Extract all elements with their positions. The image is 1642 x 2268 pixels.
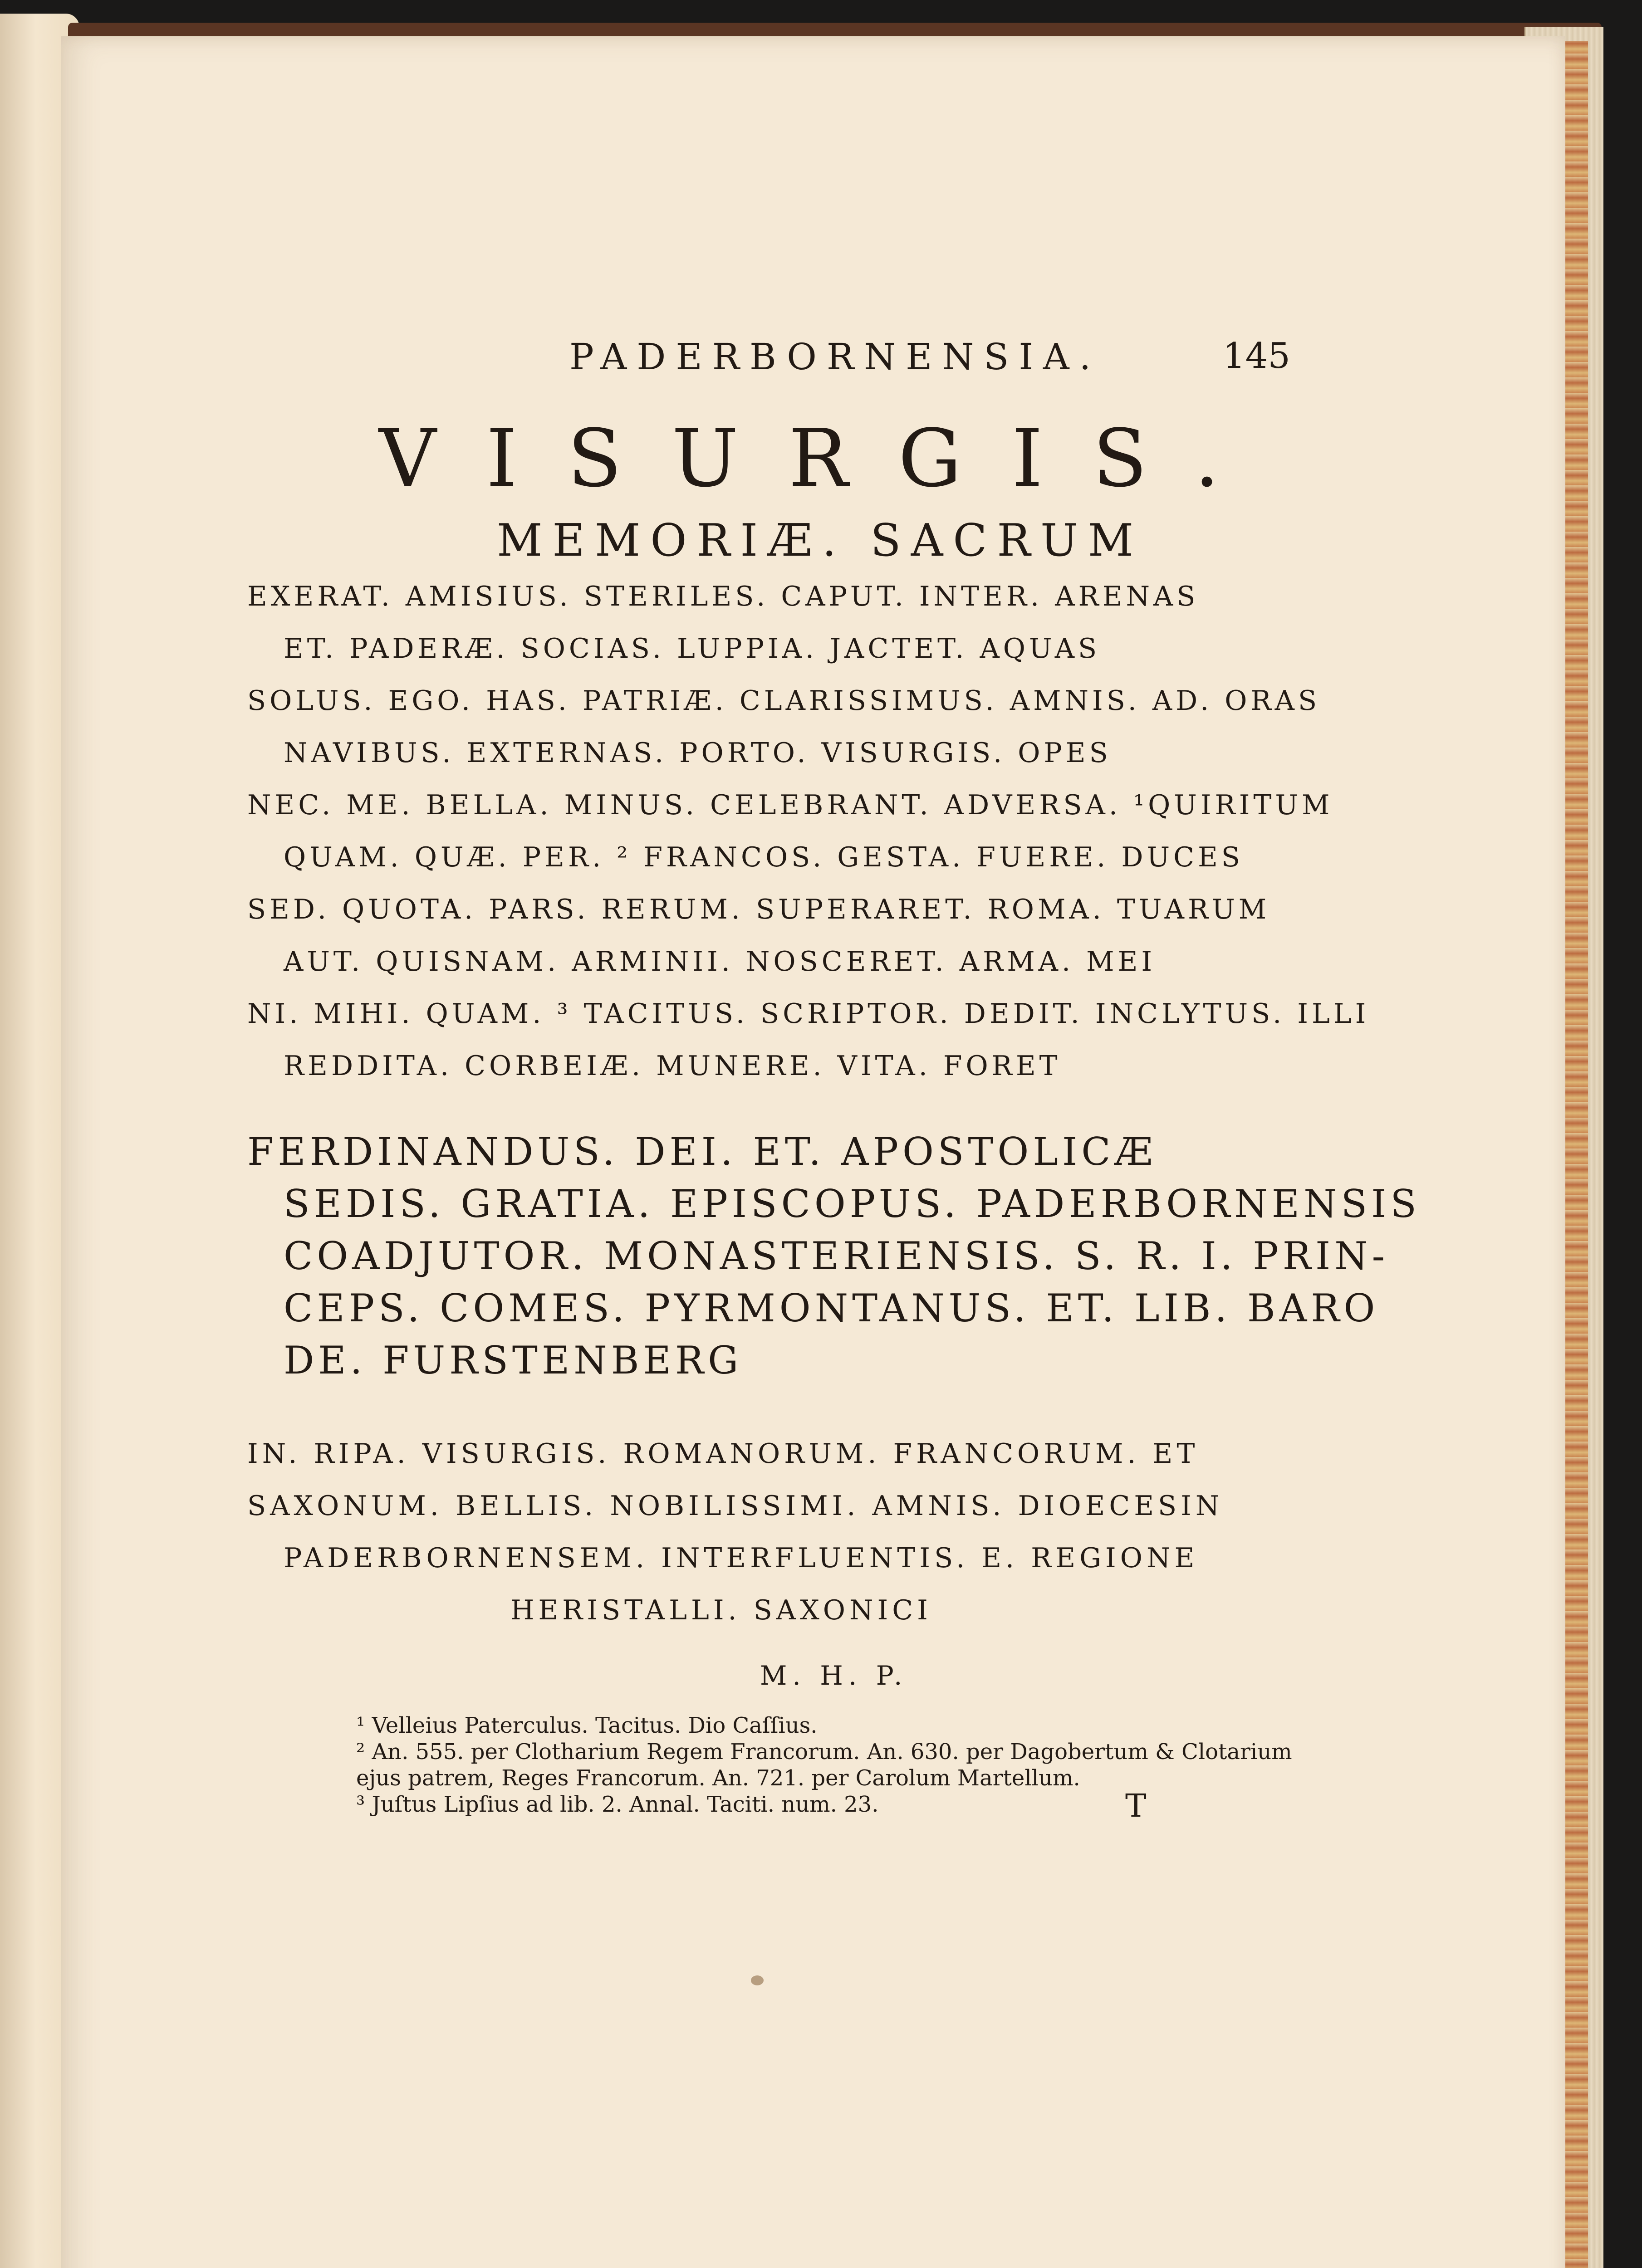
verse-line: REDDITA. CORBEIÆ. MUNERE. VITA. FORET <box>284 1050 1061 1082</box>
footnotes <box>356 1712 1292 1818</box>
dedication-line: SAXONUM. BELLIS. NOBILISSIMI. AMNIS. DIOECESIN <box>247 1490 1224 1522</box>
patron-line: CEPS. COMES. PYRMONTANUS. ET. LIB. BARO <box>284 1286 1379 1330</box>
book-page <box>61 36 1565 2268</box>
footnote: ejus patrem, Reges Francorum. An. 721. per Carolum Martellum. <box>356 1765 1080 1791</box>
patron-line: DE. FURSTENBERG <box>284 1338 743 1383</box>
footnote: ¹ Velleius Paterculus. Tacitus. Dio Caſſius. <box>356 1713 818 1738</box>
page-number: 145 <box>1223 336 1290 376</box>
verse-line: EXERAT. AMISIUS. STERILES. CAPUT. INTER. ARENAS <box>247 581 1199 612</box>
signature-mark: T <box>1125 1787 1147 1824</box>
verse-line: QUAM. QUÆ. PER. ² FRANCOS. GESTA. FUERE. DUCES <box>284 841 1244 873</box>
running-head: PADERBORNENSIA. <box>569 336 1101 378</box>
patron-line: COADJUTOR. MONASTERIENSIS. S. R. I. PRIN- <box>284 1234 1389 1278</box>
verse-line: ET. PADERÆ. SOCIAS. LUPPIA. JACTET. AQUAS <box>284 633 1101 665</box>
verse-line: AUT. QUISNAM. ARMINII. NOSCERET. ARMA. MEI <box>284 946 1156 978</box>
closing-initials: M. H. P. <box>760 1660 908 1691</box>
patron-line: SEDIS. GRATIA. EPISCOPUS. PADERBORNENSIS <box>284 1182 1421 1226</box>
dedication-line: IN. RIPA. VISURGIS. ROMANORUM. FRANCORUM. ET <box>247 1438 1199 1470</box>
verse-line: NI. MIHI. QUAM. ³ TACITUS. SCRIPTOR. DEDIT. INCLYTUS. ILLI <box>247 998 1370 1030</box>
paper-smudge <box>751 1975 764 1985</box>
patron-line: FERDINANDUS. DEI. ET. APOSTOLICÆ <box>247 1129 1157 1174</box>
footnote: ³ Juſtus Lipſius ad lib. 2. Annal. Taciti. num. 23. <box>356 1792 879 1817</box>
page-title: VISURGIS. <box>379 413 1269 505</box>
dedication-line: HERISTALLI. SAXONICI <box>510 1594 932 1626</box>
subtitle: MEMORIÆ. SACRUM <box>497 515 1144 567</box>
verse-line: SED. QUOTA. PARS. RERUM. SUPERARET. ROMA. TUARUM <box>247 894 1270 925</box>
verse-line: NEC. ME. BELLA. MINUS. CELEBRANT. ADVERSA. ¹QUIRITUM <box>247 789 1333 821</box>
footnote: ² An. 555. per Clotharium Regem Francorum. An. 630. per Dagobertum & Clotarium <box>356 1739 1292 1765</box>
verse-line: NAVIBUS. EXTERNAS. PORTO. VISURGIS. OPES <box>284 737 1112 769</box>
dedication-line: PADERBORNENSEM. INTERFLUENTIS. E. REGIONE <box>284 1542 1199 1574</box>
verse-line: SOLUS. EGO. HAS. PATRIÆ. CLARISSIMUS. AMNIS. AD. ORAS <box>247 685 1321 717</box>
